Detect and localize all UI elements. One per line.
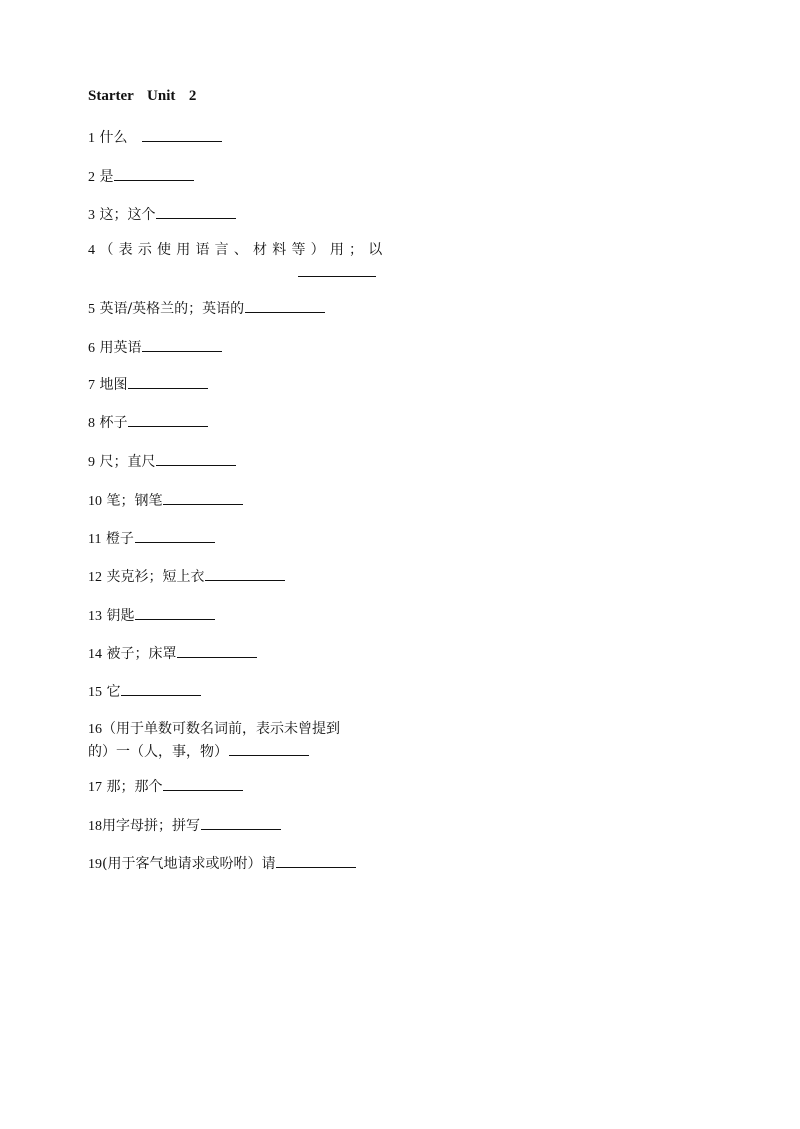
- vocab-item-10: [88, 490, 243, 512]
- item-number: 11: [88, 532, 102, 547]
- answer-blank[interactable]: [201, 815, 281, 830]
- item-prompt: 英语/英格兰的；英语的: [99, 301, 245, 317]
- item-number: 16: [88, 722, 102, 737]
- item-prompt: 这；这个: [99, 207, 156, 223]
- vocab-item-8: [88, 412, 208, 434]
- answer-blank[interactable]: [163, 776, 243, 791]
- item-number: 15: [88, 685, 102, 700]
- answer-blank[interactable]: [205, 566, 285, 581]
- item-prompt: 橙子: [105, 531, 134, 547]
- answer-blank[interactable]: [128, 374, 208, 389]
- vocab-item-1: [88, 127, 222, 149]
- vocab-item-12: [88, 566, 285, 588]
- item-prompt: 什么: [99, 130, 128, 146]
- answer-blank[interactable]: [229, 741, 309, 756]
- item-prompt: 杯子: [99, 415, 128, 431]
- answer-blank[interactable]: [245, 298, 325, 313]
- vocab-item-19: [88, 853, 356, 875]
- vocab-item-4: [88, 240, 387, 261]
- vocab-item-14: [88, 643, 257, 665]
- item-prompt: 是: [99, 169, 114, 185]
- item-number: 1: [88, 131, 95, 146]
- item-number: 14: [88, 647, 102, 662]
- item-prompt: 地图: [99, 377, 128, 393]
- answer-blank[interactable]: [163, 490, 243, 505]
- item-number: 3: [88, 208, 95, 223]
- item-number: 9: [88, 455, 95, 470]
- item-number: 4: [88, 243, 95, 258]
- item-number: 17: [88, 780, 102, 795]
- item-prompt: 它: [106, 684, 121, 700]
- answer-blank[interactable]: [114, 166, 194, 181]
- vocab-item-15: [88, 681, 201, 703]
- item-prompt: 用字母拼；拼写: [102, 818, 200, 834]
- item-number: 6: [88, 341, 95, 356]
- item-prompt: (用于客气地请求或吩咐）请: [102, 856, 276, 872]
- vocab-item-16: [88, 719, 340, 740]
- vocab-item-7: [88, 374, 208, 396]
- vocab-item-17: [88, 776, 243, 798]
- item-number: 13: [88, 609, 102, 624]
- vocab-item-9: [88, 451, 236, 473]
- item-number: 19: [88, 857, 102, 872]
- item-prompt-continued: 的）一（人，事，物）: [88, 744, 228, 760]
- item-prompt: （表示使用语言、材料等）用；以: [99, 242, 388, 258]
- answer-blank[interactable]: [298, 260, 376, 277]
- item-number: 8: [88, 416, 95, 431]
- answer-blank[interactable]: [177, 643, 257, 658]
- item-prompt: 那；那个: [106, 779, 163, 795]
- item-number: 5: [88, 302, 95, 317]
- answer-blank[interactable]: [135, 605, 215, 620]
- item-prompt: （用于单数可数名词前，表示未曾提到: [102, 721, 340, 737]
- vocab-item-5: [88, 298, 325, 320]
- item-prompt: 夹克衫；短上衣: [106, 569, 205, 585]
- answer-blank[interactable]: [142, 127, 222, 142]
- vocab-item-2: [88, 166, 194, 188]
- item-prompt: 笔；钢笔: [106, 493, 163, 509]
- item-number: 10: [88, 494, 102, 509]
- item-number: 2: [88, 170, 95, 185]
- item-number: 18: [88, 819, 102, 834]
- item-prompt: 钥匙: [106, 608, 135, 624]
- answer-blank[interactable]: [276, 853, 356, 868]
- vocab-item-16-continued: [88, 741, 309, 762]
- answer-blank[interactable]: [121, 681, 201, 696]
- item-number: 7: [88, 378, 95, 393]
- answer-blank[interactable]: [156, 204, 236, 219]
- item-number: 12: [88, 570, 102, 585]
- vocab-item-13: [88, 605, 215, 627]
- item-prompt: 被子；床罩: [106, 646, 177, 662]
- vocab-item-18: [88, 815, 281, 837]
- vocab-item-11: [88, 528, 215, 550]
- vocab-item-6: [88, 337, 222, 359]
- answer-blank[interactable]: [135, 528, 215, 543]
- page-title: Starter Unit 2: [88, 88, 197, 104]
- answer-blank[interactable]: [142, 337, 222, 352]
- item-prompt: 尺；直尺: [99, 454, 156, 470]
- vocab-item-3: [88, 204, 236, 226]
- answer-blank[interactable]: [156, 451, 236, 466]
- answer-blank[interactable]: [128, 412, 208, 427]
- item-prompt: 用英语: [99, 340, 142, 356]
